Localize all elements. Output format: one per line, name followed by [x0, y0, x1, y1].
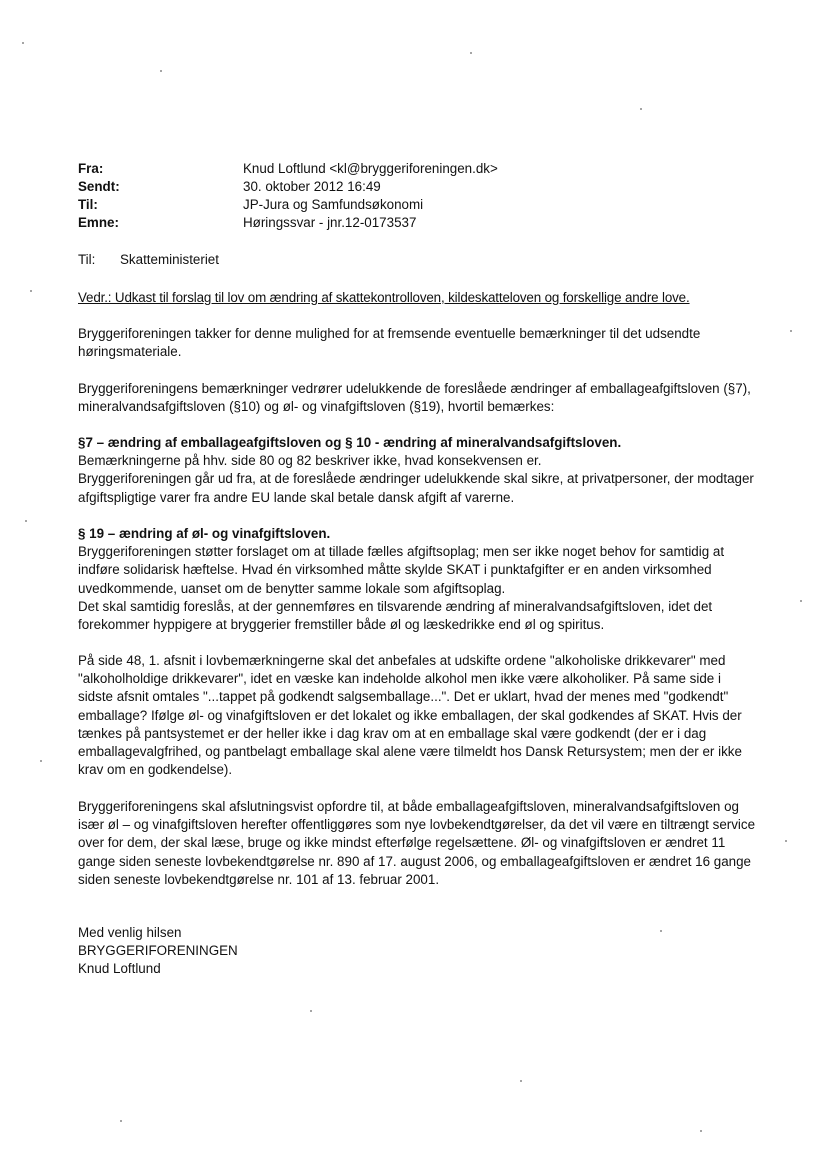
- signature-organization: BRYGGERIFORENINGEN: [78, 943, 238, 959]
- section-emballage-line1: Bemærkningerne på hhv. side 80 og 82 beskriver ikke, hvad konsekvensen er.: [78, 453, 542, 469]
- scope-paragraph: Bryggeriforeningens bemærkninger vedrører udelukkende de foreslåede ændringer af emballageafgiftsloven (§7), mineralvandsafgiftsloven (§10) og øl- og vinafgiftsloven (§19), hvortil bemærkes:: [78, 381, 751, 415]
- section-ol-vin-heading: § 19 – ændring af øl- og vinafgiftsloven.: [78, 526, 331, 541]
- section-ol-vin-line1: Bryggeriforeningen støtter forslaget om at tillade fælles afgiftsoplag; men ser ikke noget behov for samtidig at indføre solidarisk hæftelse. Hvad én virksomhed måtte skylde SKAT i punktafgifter er en anden virksomhed uvedkommende, uanset om de benytter samme lokale som afgiftsoplag.: [78, 544, 725, 596]
- section-emballage: [78, 434, 758, 507]
- section-ol-vin-line2: Det skal samtidig foreslås, at der gennemføres en tilsvarende ændring af mineralvandsafgiftsloven, idet det forekommer hyppigere at bryggerier fremstiller både øl og læskedrikke end øl og spiritus.: [78, 598, 713, 633]
- from-value: Knud Loftlund <kl@bryggeriforeningen.dk>: [243, 161, 498, 176]
- recipient-label: Til:: [78, 252, 96, 267]
- sent-value: 30. oktober 2012 16:49: [243, 179, 381, 194]
- to-label: Til:: [78, 197, 98, 212]
- section-ol-vin: [78, 525, 758, 634]
- signature-greeting: Med venlig hilsen: [78, 925, 182, 940]
- signature-name: Knud Loftlund: [78, 961, 161, 977]
- section-emballage-heading: §7 – ændring af emballageafgiftsloven og § 10 - ændring af mineralvandsafgiftsloven.: [78, 435, 622, 450]
- subject-value: Høringssvar - jnr.12-0173537: [243, 215, 417, 230]
- to-value: JP-Jura og Samfundsøkonomi: [243, 197, 424, 212]
- recipient-value: Skatteministeriet: [120, 252, 219, 267]
- subject-label: Emne:: [78, 215, 119, 230]
- from-label: Fra:: [78, 161, 104, 176]
- section-emballage-line2: Bryggeriforeningen går ud fra, at de foreslåede ændringer udelukkende skal sikre, at privatpersoner, der modtager afgiftspligtige varer fra andre EU lande skal betale dansk afgift af varerne.: [78, 471, 754, 505]
- closing-paragraph: Bryggeriforeningens skal afslutningsvist opfordre til, at både emballageafgiftsloven, mineralvandsafgiftsloven og især øl – og vinafgiftsloven herefter offentliggøres som nye lovbekendtgørelser, da det vil være en tiltrængt service over for dem, der skal læse, bruge og ikke mindst efterfølge regelsættene. Øl- og vinafgiftsloven er ændret 11 gange siden seneste lovbekendtgørelse nr. 890 af 17. august 2006, og emballageafgiftsloven er ændret 16 gange siden seneste lovbekendtgørelse nr. 101 af 13. februar 2001.: [78, 799, 756, 887]
- page48-paragraph: På side 48, 1. afsnit i lovbemærkningerne skal det anbefales at udskifte ordene "alkoholiske drikkevarer" med "alkoholholdige drikkevarer", idet en væske kan indeholde alkohol men ikke være alkoholiker. På same side i sidste afsnit omtales "...tappet på godkendt salgsemballage...". Det er uklart, hvad der menes med "godkendt" emballage? Ifølge øl- og vinafgiftsloven er det lokalet og ikke emballagen, der skal godkendes af SKAT. Hvis der tænkes på pantsystemet er der heller ikke i dag krav om at en emballage skal være godkendt (der er i dag emballagevalgfrihed, og pantbelagt emballage skal alene være tilmeldt hos Dansk Retursystem; men der er ikke krav om en godkendelse).: [78, 653, 742, 778]
- re-line: Vedr.: Udkast til forslag til lov om ændring af skattekontrolloven, kildeskatteloven og forskellige andre love.: [78, 290, 690, 305]
- intro-paragraph: Bryggeriforeningen takker for denne mulighed for at fremsende eventuelle bemærkninger til det udsendte høringsmateriale.: [78, 326, 701, 360]
- sent-label: Sendt:: [78, 179, 120, 194]
- signature-block: [78, 924, 758, 979]
